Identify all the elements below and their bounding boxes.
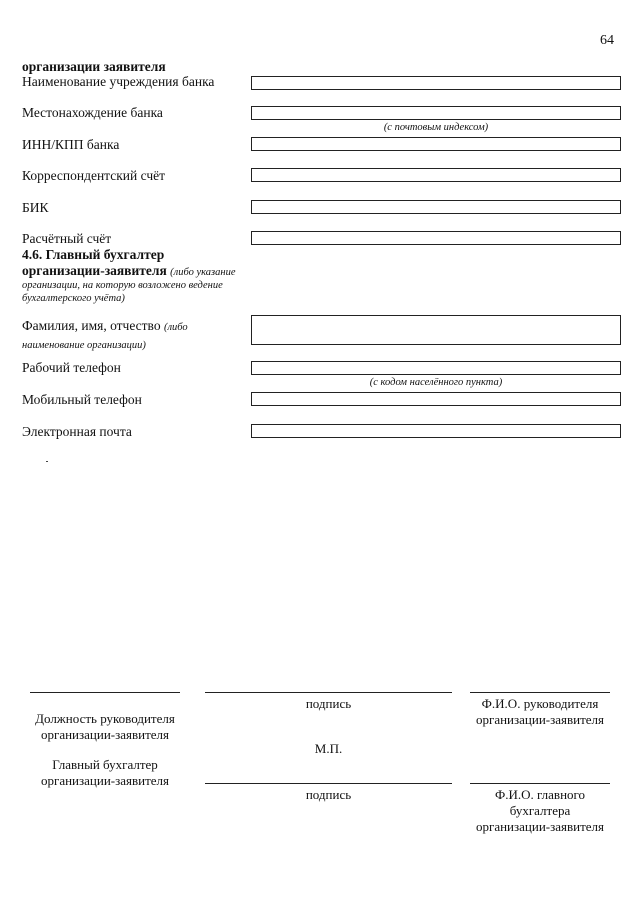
fio-field[interactable]	[251, 315, 621, 345]
bik-field[interactable]	[251, 200, 621, 214]
mobile-phone-field[interactable]	[251, 392, 621, 406]
head-fio-label: Ф.И.О. руководителя организации-заявителя	[475, 696, 605, 727]
accountant-section-heading	[22, 247, 247, 305]
work-phone-hint: (с кодом населённого пункта)	[369, 377, 503, 388]
mobile-phone-label: Мобильный телефон	[22, 392, 142, 407]
bank-name-field[interactable]	[251, 76, 621, 90]
bank-location-label: Местонахождение банка	[22, 105, 163, 120]
accountant-heading-note-inline: (либо указание	[170, 267, 236, 278]
accountant-heading-line1: 4.6. Главный бухгалтер	[22, 247, 165, 262]
head-fio-line[interactable]	[470, 692, 610, 693]
head-signature-line[interactable]	[205, 692, 452, 693]
current-account-field[interactable]	[251, 231, 621, 245]
current-account-label: Расчётный счёт	[22, 231, 112, 246]
page-number: 64	[600, 33, 614, 48]
bank-inn-kpp-label: ИНН/КПП банка	[22, 137, 120, 152]
section-continuation: организации заявителя	[22, 59, 166, 74]
email-field[interactable]	[251, 424, 621, 438]
chief-accountant-label: Главный бухгалтер организации-заявителя	[40, 757, 170, 788]
bik-label: БИК	[22, 200, 49, 215]
email-label: Электронная почта	[22, 424, 132, 439]
accountant-fio-line[interactable]	[470, 783, 610, 784]
fio-label: Фамилия, имя, отчество	[22, 318, 161, 333]
accountant-heading-note: организации, на которую возложено ведение бухгалтерского учёта)	[22, 280, 223, 304]
fio-label-block	[22, 318, 247, 354]
bank-location-field[interactable]	[251, 106, 621, 120]
corr-account-label: Корреспондентский счёт	[22, 168, 166, 183]
head-position-line[interactable]	[30, 692, 180, 693]
signature-label-1: подпись	[305, 696, 352, 711]
head-position-label: Должность руководителя организации-заявителя	[35, 711, 175, 742]
fio-note: наименование организации)	[22, 340, 146, 351]
bank-inn-kpp-field[interactable]	[251, 137, 621, 151]
accountant-heading-line2: организации-заявителя	[22, 263, 167, 278]
fio-note-inline: (либо	[163, 322, 188, 333]
corr-account-field[interactable]	[251, 168, 621, 182]
stamp-label: М.П.	[314, 741, 343, 756]
work-phone-label: Рабочий телефон	[22, 360, 121, 375]
chief-accountant-fio-label: Ф.И.О. главного бухгалтера организации-заявителя	[475, 787, 605, 834]
accountant-signature-line[interactable]	[205, 783, 452, 784]
bank-location-hint: (с почтовым индексом)	[383, 122, 489, 133]
signature-label-2: подпись	[305, 787, 352, 802]
bank-name-label: Наименование учреждения банка	[22, 74, 215, 89]
work-phone-field[interactable]	[251, 361, 621, 375]
stray-mark	[46, 461, 48, 462]
